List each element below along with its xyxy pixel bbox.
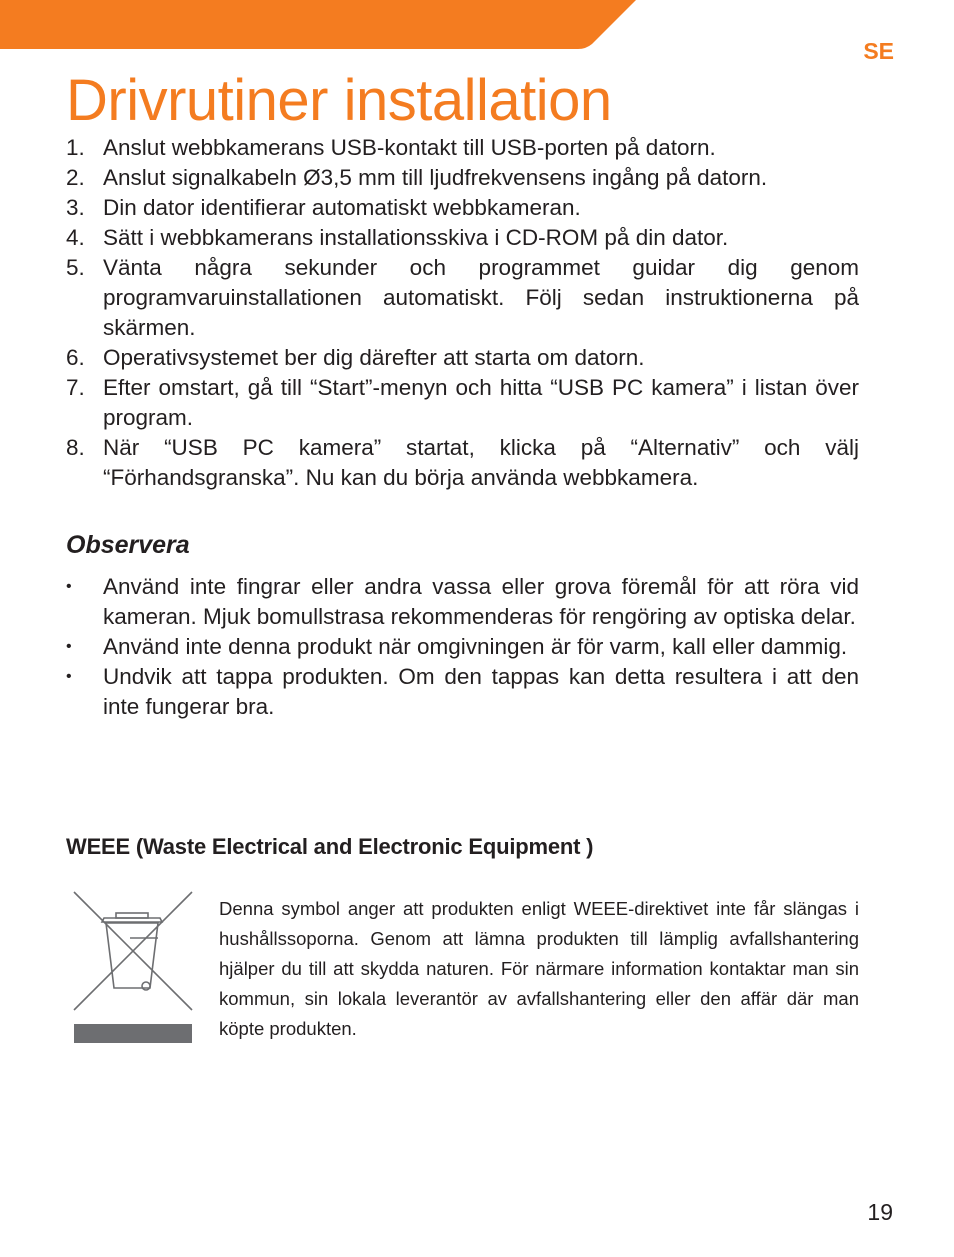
observera-notes-list (66, 572, 859, 722)
list-item (66, 373, 859, 433)
step-number: 4. (66, 225, 85, 250)
step-text: Anslut signalkabeln Ø3,5 mm till ljudfrekvensens ingång på datorn. (103, 165, 768, 190)
page-title: Drivrutiner installation (66, 68, 612, 133)
bullet-icon: • (66, 578, 72, 595)
step-text: Operativsystemet ber dig därefter att starta om datorn. (103, 345, 645, 370)
step-number: 7. (66, 375, 85, 400)
step-text: Efter omstart, gå till “Start”-menyn och hitta “USB PC kamera” i listan över program. (103, 375, 859, 430)
list-item (66, 223, 859, 253)
note-text: Använd inte denna produkt när omgivningen är för varm, kall eller dammig. (103, 634, 848, 659)
page-number: 19 (867, 1199, 893, 1225)
language-code: SE (863, 38, 894, 64)
note-text: Använd inte fingrar eller andra vassa eller grova föremål för att röra vid kameran. Mjuk bomullstrasa rekommenderas för rengöring av optiska delar. (103, 574, 859, 629)
list-item (66, 343, 859, 373)
step-number: 8. (66, 435, 85, 460)
weee-description: Denna symbol anger att produkten enligt WEEE-direktivet inte får slängas i hushållssoporna. Genom att lämna produkten till lämplig avfallshantering hjälper du till att skydda naturen. För närmare information kontaktar man sin kommun, sin lokala leverantör av avfallshantering eller den affär där man köpte produkten. (219, 898, 859, 1039)
step-text: Sätt i webbkamerans installationsskiva i CD-ROM på din dator. (103, 225, 729, 250)
step-number: 1. (66, 135, 85, 160)
weee-heading: WEEE (Waste Electrical and Electronic Equipment ) (66, 834, 594, 859)
top-orange-banner (0, 0, 954, 50)
step-number: 6. (66, 345, 85, 370)
step-number: 5. (66, 255, 85, 280)
step-text: Din dator identifierar automatiskt webbkameran. (103, 195, 581, 220)
bullet-icon: • (66, 668, 72, 685)
list-item (66, 253, 859, 343)
step-number: 3. (66, 195, 85, 220)
list-item (66, 193, 859, 223)
step-text: Vänta några sekunder och programmet guidar dig genom programvaruinstallationen automatiskt. Följ sedan instruktionerna på skärmen. (103, 255, 859, 340)
note-text: Undvik att tappa produkten. Om den tappas kan detta resultera i att den inte fungerar bra. (103, 664, 859, 719)
list-item (66, 632, 859, 662)
list-item (66, 572, 859, 632)
list-item (66, 662, 859, 722)
step-text: Anslut webbkamerans USB-kontakt till USB-porten på datorn. (103, 135, 716, 160)
crossed-out-wheelie-bin-icon (72, 890, 194, 1044)
installation-steps-list (66, 133, 859, 493)
step-text: När “USB PC kamera” startat, klicka på “Alternativ” och välj “Förhandsgranska”. Nu kan du börja använda webbkamera. (103, 435, 859, 490)
bullet-icon: • (66, 638, 72, 655)
list-item (66, 133, 859, 163)
list-item (66, 433, 859, 493)
list-item (66, 163, 859, 193)
observera-heading: Observera (66, 531, 190, 559)
step-number: 2. (66, 165, 85, 190)
